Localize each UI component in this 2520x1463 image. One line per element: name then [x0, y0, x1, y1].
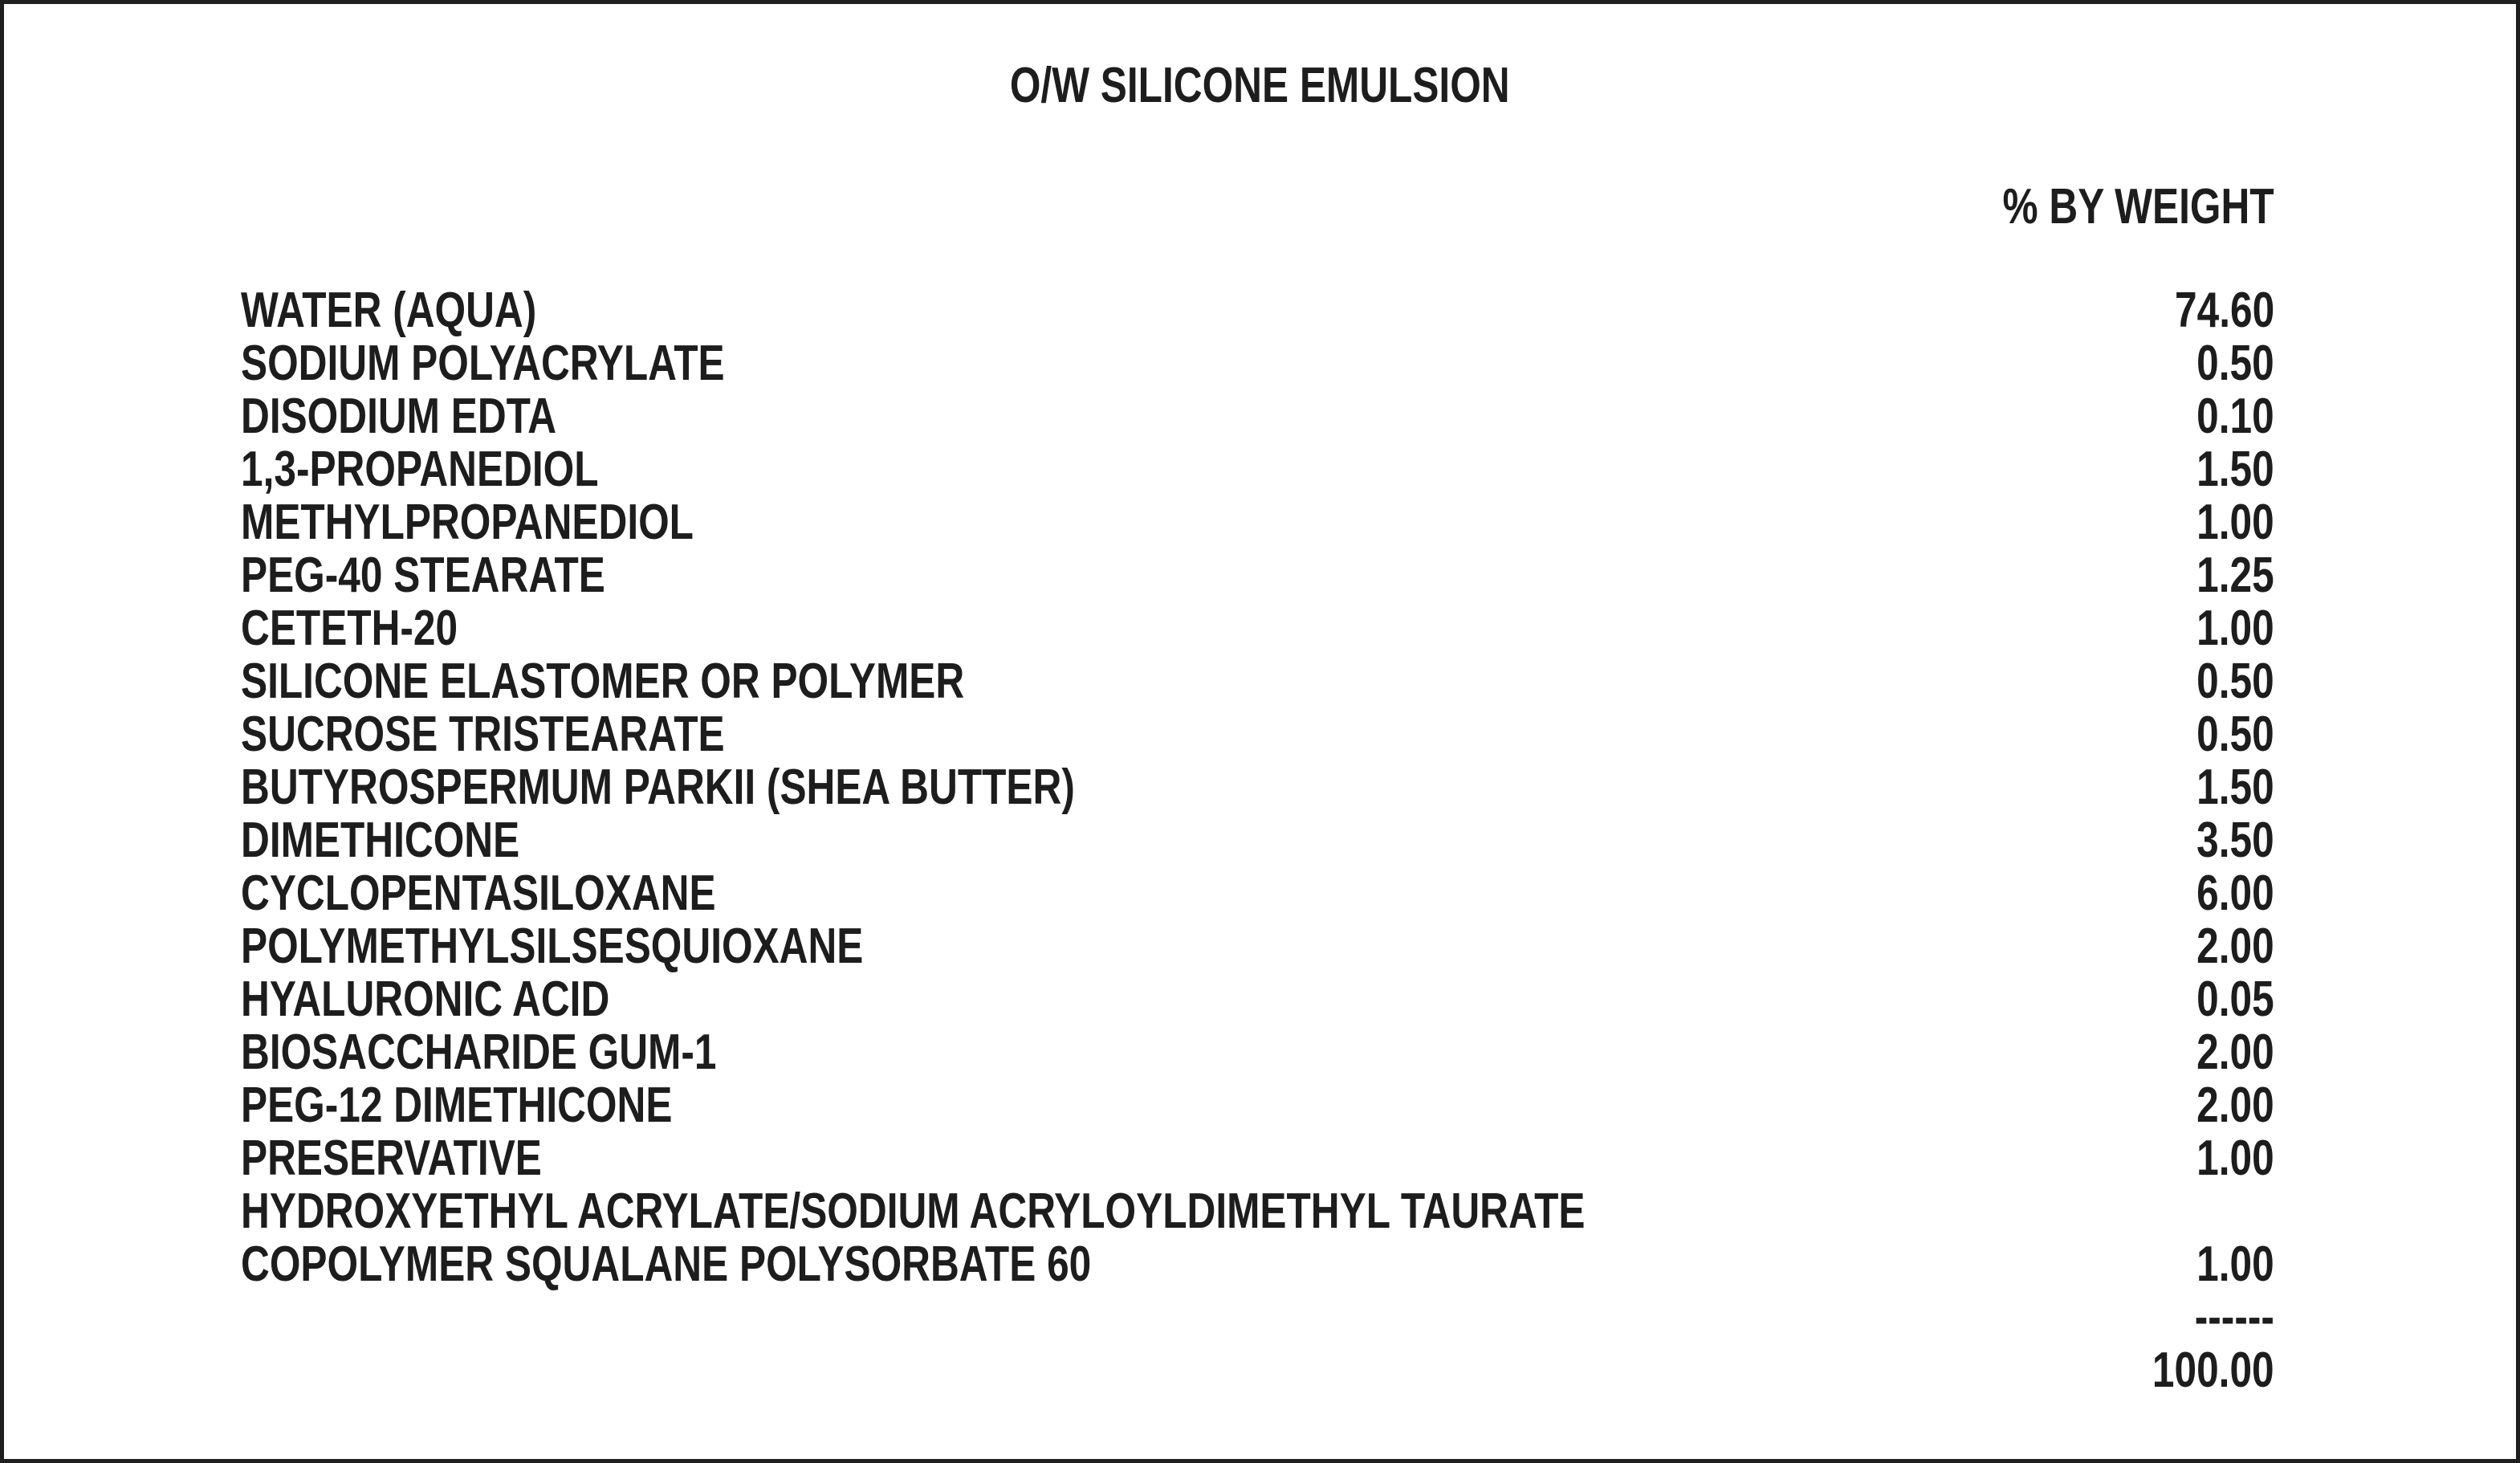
ingredient-name: HYDROXYETHYL ACRYLATE/SODIUM ACRYLOYLDIMETHYL TAURATE — [241, 1184, 1586, 1239]
table-row — [241, 920, 2274, 973]
ingredient-name: SILICONE ELASTOMER OR POLYMER — [241, 654, 965, 709]
ingredient-weight-percent: 0.10 — [2196, 389, 2274, 444]
table-row — [241, 337, 2274, 390]
ingredient-name: WATER (AQUA) — [241, 283, 537, 338]
ingredient-name: PEG-40 STEARATE — [241, 548, 605, 603]
total-row — [241, 1344, 2274, 1397]
table-row — [241, 867, 2274, 920]
ingredient-weight-percent: 74.60 — [2174, 283, 2274, 338]
table-row — [241, 443, 2274, 496]
weight-column-header — [1935, 181, 2274, 233]
ingredient-name: COPOLYMER SQUALANE POLYSORBATE 60 — [241, 1237, 1092, 1292]
ingredient-weight-percent: 1.25 — [2196, 548, 2274, 603]
table-row — [241, 973, 2274, 1026]
table-row — [241, 1132, 2274, 1185]
ingredient-weight-percent: 1.00 — [2196, 1131, 2274, 1186]
ingredient-weight-percent: 1.00 — [2196, 601, 2274, 656]
ingredient-weight-percent: 0.05 — [2196, 972, 2274, 1027]
table-row — [241, 708, 2274, 761]
ingredient-weight-percent: 2.00 — [2196, 1025, 2274, 1080]
ingredient-name: DISODIUM EDTA — [241, 389, 557, 444]
table-row — [241, 549, 2274, 602]
ingredient-name: CYCLOPENTASILOXANE — [241, 866, 716, 921]
total-divider: ------ — [2194, 1290, 2274, 1345]
ingredient-name: METHYLPROPANEDIOL — [241, 495, 694, 550]
table-row — [241, 655, 2274, 708]
weight-column-header-text: % BY WEIGHT — [2002, 179, 2274, 234]
ingredient-weight-percent: 1.00 — [2196, 495, 2274, 550]
ingredient-weight-percent: 0.50 — [2196, 707, 2274, 762]
ingredient-weight-percent: 3.50 — [2196, 813, 2274, 868]
ingredient-name: DIMETHICONE — [241, 813, 520, 868]
table-row — [241, 1238, 2274, 1291]
ingredient-weight-percent: 1.00 — [2196, 1237, 2274, 1292]
ingredient-weight-percent: 1.50 — [2196, 760, 2274, 815]
ingredient-weight-percent: 0.50 — [2196, 654, 2274, 709]
table-row — [241, 761, 2274, 814]
ingredient-name: BIOSACCHARIDE GUM-1 — [241, 1025, 717, 1080]
ingredient-name: 1,3-PROPANEDIOL — [241, 442, 599, 497]
table-row — [241, 602, 2274, 655]
total-divider-row — [241, 1291, 2274, 1344]
table-row — [241, 1079, 2274, 1132]
table-row — [241, 390, 2274, 443]
ingredient-weight-percent: 6.00 — [2196, 866, 2274, 921]
ingredient-name: PEG-12 DIMETHICONE — [241, 1078, 673, 1133]
ingredient-name: POLYMETHYLSILSESQUIOXANE — [241, 919, 864, 974]
table-row — [241, 1185, 2274, 1238]
ingredient-name: BUTYROSPERMUM PARKII (SHEA BUTTER) — [241, 760, 1075, 815]
ingredient-name: SUCROSE TRISTEARATE — [241, 707, 725, 762]
ingredient-name: SODIUM POLYACRYLATE — [241, 336, 725, 391]
ingredient-name: HYALURONIC ACID — [241, 972, 610, 1027]
table-row — [241, 284, 2274, 337]
ingredient-weight-percent: 2.00 — [2196, 1078, 2274, 1133]
ingredient-name: PRESERVATIVE — [241, 1131, 542, 1186]
ingredient-weight-percent: 1.50 — [2196, 442, 2274, 497]
page-title — [4, 60, 2516, 112]
ingredient-table — [241, 284, 2274, 1397]
table-row — [241, 814, 2274, 867]
page-title-text: O/W SILICONE EMULSION — [1010, 58, 1510, 113]
ingredient-weight-percent: 0.50 — [2196, 336, 2274, 391]
total-value: 100.00 — [2152, 1343, 2274, 1398]
ingredient-name: CETETH-20 — [241, 601, 458, 656]
ingredient-weight-percent: 2.00 — [2196, 919, 2274, 974]
table-row — [241, 1026, 2274, 1079]
table-row — [241, 496, 2274, 549]
